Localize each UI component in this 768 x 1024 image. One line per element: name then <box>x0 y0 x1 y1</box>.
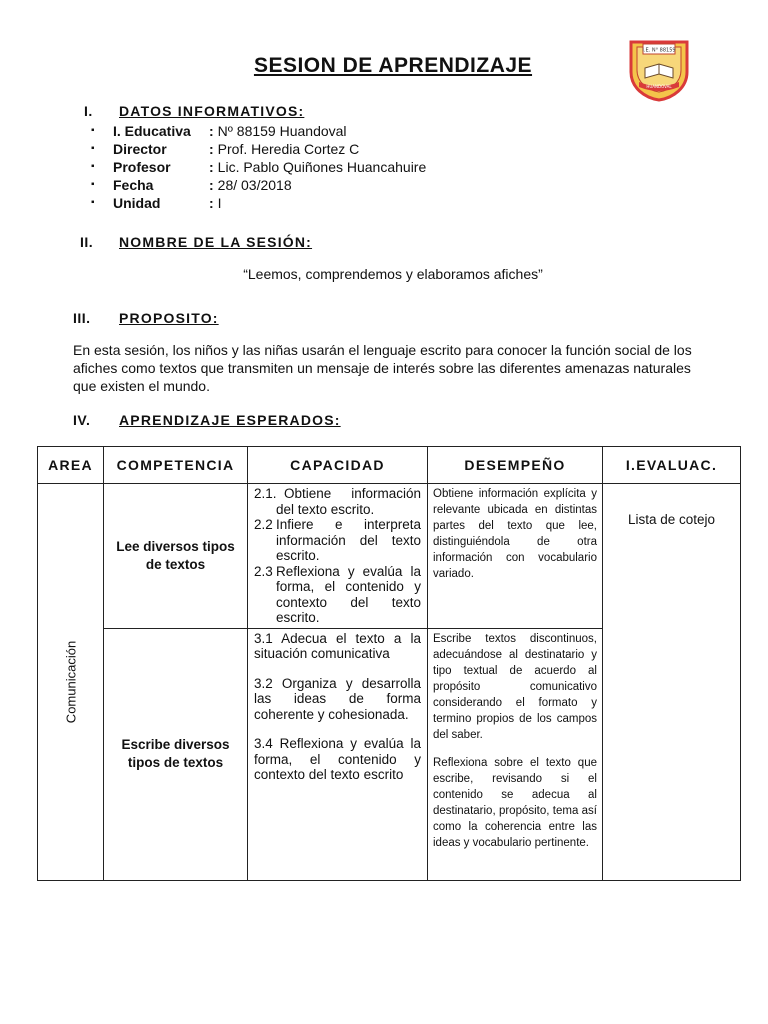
document-title: SESION DE APRENDIZAJE <box>253 54 533 77</box>
capacidad-number: 2.1. <box>254 486 277 501</box>
desempeno-text: Reflexiona sobre el texto que escribe, revisando si el contenido se adecua al destinatario, propósito, tema así como la coherencia entre las ideas y vocabulario pertinente. <box>433 756 597 849</box>
capacidad-number: 2.2 <box>254 517 273 532</box>
info-label: Director <box>113 141 167 157</box>
table-header-row <box>38 447 741 484</box>
bullet-icon: ▪ <box>91 179 95 190</box>
capacidad-number: 2.3 <box>254 563 273 579</box>
header-desempeno: DESEMPEÑO <box>428 447 603 484</box>
info-row-director <box>91 140 426 158</box>
section-4-number: IV. <box>73 412 91 428</box>
table-row <box>38 484 741 629</box>
competencia-cell: Escribe diversos tipos de textos <box>104 628 248 880</box>
info-value: I <box>217 195 222 211</box>
desempeno-text: Escribe textos discontinuos, adecuándose al destinatario y tipo textual de acuerdo al propósito comunicativo considerando el formato y termino propios de los campos del saber. <box>433 632 597 741</box>
school-crest-logo <box>625 38 693 102</box>
info-row-unit <box>91 194 426 212</box>
info-value: Prof. Heredia Cortez C <box>217 141 360 157</box>
info-value: Lic. Pablo Quiñones Huancahuire <box>217 159 427 175</box>
info-value: Nº 88159 Huandoval <box>217 123 347 139</box>
info-label: Unidad <box>113 195 161 211</box>
capacidad-item <box>254 517 421 564</box>
capacidad-cell <box>248 628 428 880</box>
info-label: I. Educativa <box>113 123 191 139</box>
capacidad-cell <box>248 484 428 629</box>
section-3-number: III. <box>73 310 91 326</box>
purpose-paragraph: En esta sesión, los niños y las niñas usarán el lenguaje escrito para conocer la función social de los afiches como textos que transmiten un mensaje de interés sobre las diferentes amenazas naturales que existen el mundo. <box>73 342 692 394</box>
capacidad-text: Reflexiona y evalúa la forma, el contenido y contexto del texto escrito. <box>276 563 421 625</box>
section-2-title: NOMBRE DE LA SESIÓN: <box>119 234 313 250</box>
desempeno-cell <box>428 628 603 880</box>
capacidad-item <box>254 564 421 626</box>
bullet-icon: ▪ <box>91 143 95 154</box>
info-row-institution <box>91 122 426 140</box>
section-1-title: DATOS INFORMATIVOS: <box>119 103 305 119</box>
svg-text:I.E. N° 88159: I.E. N° 88159 <box>642 47 676 54</box>
info-colon: : <box>209 159 214 175</box>
session-name: “Leemos, comprendemos y elaboramos afiches” <box>243 266 543 282</box>
competencia-cell: Lee diversos tipos de textos <box>104 484 248 629</box>
capacidad-text: 3.1 Adecua el texto a la situación comunicativa <box>254 630 421 661</box>
info-colon: : <box>209 177 214 193</box>
bullet-icon: ▪ <box>91 125 95 136</box>
area-cell <box>38 484 104 881</box>
info-value: 28/ 03/2018 <box>217 177 292 193</box>
header-capacidad: CAPACIDAD <box>248 447 428 484</box>
info-label: Fecha <box>113 177 154 193</box>
capacidad-text: 3.4 Reflexiona y evalúa la forma, el contenido y contexto del texto escrito <box>254 736 421 782</box>
area-label: Comunicación <box>63 640 78 723</box>
header-area: AREA <box>38 447 104 484</box>
evaluacion-cell: Lista de cotejo <box>603 484 741 881</box>
desempeno-cell: Obtiene información explícita y relevante ubicada en distintas partes del texto que lee, distinguiéndola de otra información con vocabulario variado. <box>428 484 603 629</box>
learning-table <box>37 446 741 881</box>
bullet-icon: ▪ <box>91 161 95 172</box>
section-3-title: PROPOSITO: <box>119 310 219 326</box>
capacidad-text: 3.2 Organiza y desarrolla las ideas de forma coherente y cohesionada. <box>254 675 421 722</box>
header-competencia: COMPETENCIA <box>104 447 248 484</box>
info-colon: : <box>209 195 214 211</box>
info-colon: : <box>209 123 214 139</box>
svg-text:HUANDOVAL: HUANDOVAL <box>646 84 672 89</box>
section-2-number: II. <box>80 234 94 250</box>
bullet-icon: ▪ <box>91 197 95 208</box>
capacidad-item <box>254 486 421 517</box>
info-label: Profesor <box>113 159 171 175</box>
info-row-date <box>91 176 426 194</box>
section-4-title: APRENDIZAJE ESPERADOS: <box>119 412 341 428</box>
capacidad-text: Obtiene información del texto escrito. <box>276 486 421 517</box>
capacidad-text: Infiere e interpreta información del texto escrito. <box>276 517 421 563</box>
section-1-number: I. <box>84 103 93 119</box>
header-evaluacion: I.EVALUAC. <box>603 447 741 484</box>
info-list <box>91 122 426 212</box>
info-row-teacher <box>91 158 426 176</box>
info-colon: : <box>209 141 214 157</box>
